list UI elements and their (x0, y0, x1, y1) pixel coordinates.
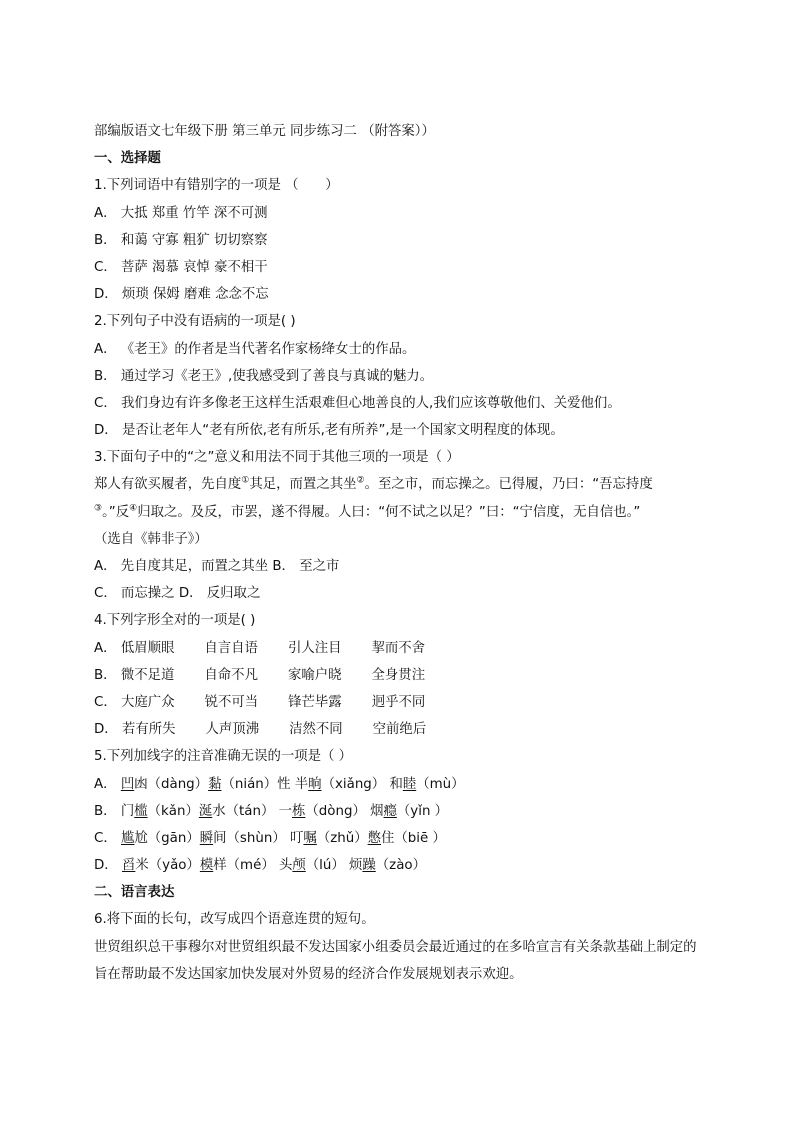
section-heading-choice: 一、选择题 (94, 151, 161, 167)
underlined-char: 瘾 (383, 803, 397, 819)
question-6-stem: 6.将下面的长句，改写成四个语意连贯的短句。 (94, 912, 375, 928)
option-word: 大庭广众 (121, 694, 175, 710)
question-4-stem: 4.下列字形全对的一项是( ) (94, 613, 256, 629)
option-text: 间（shùn） 叮 (213, 830, 304, 846)
underlined-char: 憋 (367, 830, 381, 846)
underlined-char: 栋 (292, 803, 306, 819)
option-word: 低眉顺眼 (120, 640, 175, 656)
option-text: （zào） (375, 858, 426, 874)
underlined-char: 睦 (402, 776, 417, 792)
underlined-char: 槛 (134, 803, 148, 819)
option-text: （yǐn ） (396, 803, 449, 819)
option-word: 人声顶沸 (205, 722, 260, 738)
option-text: 尬（gān） (134, 830, 200, 846)
option-word: 锋芒毕露 (288, 694, 342, 710)
option-text: （mù） (416, 776, 465, 792)
option-text: D． (94, 858, 122, 874)
option-text: 水（tán） 一 (212, 803, 293, 819)
question-4-option-d (94, 716, 706, 743)
question-5-option-a (94, 771, 706, 798)
question-4-option-c (94, 689, 706, 716)
underlined-char: 凹 (120, 776, 135, 792)
option-word: 空前绝后 (372, 722, 427, 738)
option-text: 住（biē ） (381, 830, 446, 846)
option-word: 锐不可当 (204, 694, 259, 710)
footnote-marker: ② (356, 475, 365, 486)
question-3-options-cd: C． 而忘操之 D． 反归取之 (94, 586, 261, 602)
question-3-options-ab: A． 先自度其足，而置之其坐 B． 至之市 (94, 559, 340, 574)
question-4-option-b (94, 662, 706, 689)
option-word: 迥乎不同 (371, 694, 426, 710)
option-text: 样（mé） 头 (213, 858, 293, 874)
underlined-char: 躁 (362, 858, 376, 874)
question-5-option-c (94, 825, 706, 852)
passage-text: 归取之。及反，市罢，遂不得履。人曰：“何不试之以足？”曰：“宁信度，无自信也。” (137, 504, 641, 520)
underlined-char: 舀 (121, 858, 136, 874)
question-1-option-d: D． 烦琐 保姆 磨难 念念不忘 (94, 287, 269, 303)
underlined-char: 嘱 (303, 830, 317, 846)
underlined-char: 尴 (121, 830, 135, 846)
question-2-option-b: B． 通过学习《老王》,使我感受到了善良与真诚的魅力。 (94, 368, 434, 384)
option-letter: D． (94, 722, 118, 738)
option-word: 全身贯注 (371, 667, 426, 683)
option-letter: A． (94, 640, 117, 656)
option-text: C． (94, 830, 121, 846)
question-5-stem: 5.下列加线字的注音准确无误的一项是（ ） (94, 749, 353, 765)
question-2-option-a: A． 《老王》的作者是当代著名作家杨绛女士的作品。 (94, 341, 416, 357)
option-text: B． 门 (94, 803, 135, 819)
footnote-marker: ④ (129, 503, 138, 514)
option-text: （lú） 烦 (305, 858, 363, 874)
option-text: 凼（dàng） (134, 776, 209, 792)
question-3-stem: 3.下面句子中的“之”意义和用法不同于其他三项的一项是（ ） (94, 450, 460, 466)
underlined-char: 瞬 (199, 830, 214, 846)
question-5-option-d (94, 852, 706, 879)
question-2-option-c: C． 我们身边有许多像老王这样生活艰难但心地善良的人,我们应该尊敬他们、关爱他们。 (94, 395, 621, 411)
question-2-option-d: D． 是否让老年人“老有所依,老有所乐,老有所养”,是一个国家文明程度的体现。 (94, 423, 564, 439)
option-word: 自命不凡 (204, 667, 258, 683)
question-1-option-c: C． 菩萨 渴慕 哀悼 豪不相干 (94, 259, 268, 275)
question-1-option-b: B． 和蔼 守寡 粗犷 切切察察 (94, 232, 268, 248)
option-word: 挈而不舍 (371, 640, 426, 656)
option-word: 自言自语 (204, 640, 258, 656)
option-text: （xiǎng） 和 (321, 776, 403, 792)
question-5-option-b (94, 798, 706, 825)
option-word: 家喻户晓 (287, 667, 342, 683)
question-1-stem: 1.下列词语中有错别字的一项是 （ ） (94, 178, 339, 194)
passage-text: 。”反 (102, 504, 130, 520)
option-text: A． (94, 776, 121, 792)
question-1-option-a: A． 大抵 郑重 竹竿 深不可测 (94, 205, 268, 221)
question-3-source: （选自《韩非子》） (94, 531, 208, 547)
underlined-char: 涎 (198, 803, 213, 819)
question-4-option-a (94, 635, 706, 662)
question-3-passage-line-1 (94, 471, 706, 498)
underlined-char: 黏 (208, 776, 222, 792)
underlined-char: 晌 (308, 776, 322, 792)
option-letter: C． (94, 694, 117, 710)
question-2-stem: 2.下列句子中没有语病的一项是( ) (94, 314, 296, 330)
document-content (94, 118, 706, 988)
question-6-text: 世贸组织总干事穆尔对世贸组织最不发达国家小组委员会最近通过的在多哈宣言有关条款基础上制定的旨在帮助最不发达国家加快发展对外贸易的经济合作发展规划表示欢迎。 (94, 939, 697, 982)
option-word: 若有所失 (121, 722, 176, 738)
option-text: （kǎn） (147, 803, 199, 819)
option-word: 洁然不同 (289, 722, 343, 738)
option-text: 米（yǎo） (135, 858, 200, 874)
passage-text: 郑人有欲买履者，先自度 (94, 477, 242, 493)
option-text: （zhǔ） (316, 830, 368, 846)
option-text: （nián）性 半 (221, 776, 309, 792)
option-letter: B． (94, 667, 117, 683)
option-word: 引人注目 (287, 640, 342, 656)
passage-text: 。至之市，而忘操之。已得履，乃曰：“吾忘持度 (364, 477, 653, 493)
footnote-marker: ③ (94, 503, 103, 514)
underlined-char: 模 (199, 858, 214, 874)
footnote-marker: ① (241, 475, 250, 486)
option-word: 微不足道 (120, 667, 175, 683)
question-3-passage-line-2 (94, 499, 706, 526)
section-heading-expression: 二、语言表达 (94, 885, 175, 901)
passage-text: 其足，而置之其坐 (249, 477, 357, 493)
option-text: （dòng） 烟 (305, 803, 384, 819)
underlined-char: 颅 (292, 858, 306, 874)
document-title: 部编版语文七年级下册 第三单元 同步练习二 （附答案）） (94, 124, 435, 139)
